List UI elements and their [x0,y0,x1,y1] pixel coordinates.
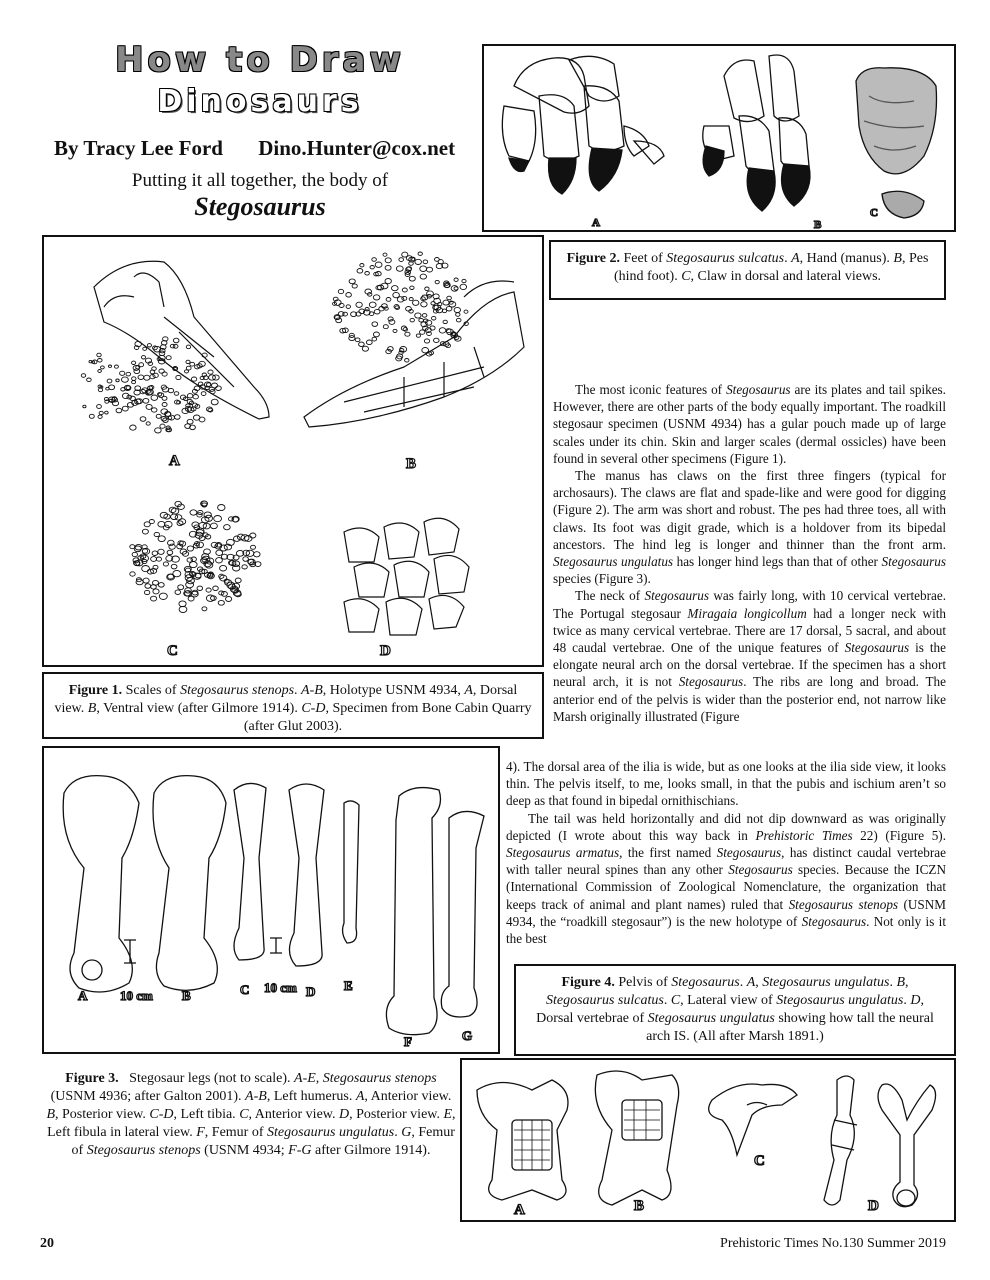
figure3-scale-label-1: 10 cm [120,988,153,1003]
page-number: 20 [40,1236,54,1251]
figure3-tibia-posterior-drawing [289,784,324,966]
author: By Tracy Lee Ford [54,136,223,160]
article-subtitle: Putting it all together, the body of [131,170,389,191]
figure1-caption-text: Figure 1. Scales of Stegosaurus stenops. A-B, Holotype USNM 4934, A, Dorsal view. B, Ventral view (after Gilmore 1914). C-D, Specimen from Bone Cabin Quarry (after Glut 2003). [54,683,532,734]
article-paragraph-2: The manus has claws on the first three fingers (typical for archosaurs). The claws are flat and spade-like and were good for digging (Figure 2). The arm was short and robust. The pes had three toes, all with claws. Its foot was digit grade, which is a holdover from its bipedal ancestors. The hind leg is longer and thinner than the front arm. Stegosaurus ungulatus has longer hind legs than that of other Stegosaurus species (Figure 3). [553,468,946,587]
figure2-claw-drawing [856,68,937,218]
publication-info: Prehistoric Times No.130 Summer 2019 [720,1236,946,1251]
figure4-vertebra-front-drawing [878,1084,936,1207]
figure3-scale-bar-2 [270,938,282,953]
figure1-label-c: C [167,643,178,659]
figure4-label-b: B [634,1198,645,1214]
figure4-label-a: A [514,1202,525,1218]
figure1-label-d: D [380,643,391,659]
figure1-scales-c [130,501,261,613]
figure4-pelvis-a-drawing [477,1080,568,1200]
article-paragraph-3-continued: 4). The dorsal area of the ilia is wide, but as one looks at the ilia side view, it looks thin. The pelvis itself, to me, looks small, in that the pubis and ischium aren’t so deep as that found in bipedal ornithischians. [506,759,946,809]
figure3-humerus-posterior-drawing [153,776,226,991]
figure4-vertebra-lateral-drawing [824,1076,857,1205]
figure1-skull-ventral-drawing [304,281,524,427]
figure3-caption [42,1066,460,1206]
figure3-label-f: F [404,1034,412,1049]
figure2-label-a: A [592,217,600,229]
figure3-caption-text: Figure 3. Stegosaur legs (not to scale). A-E, Stegosaurus stenops (USNM 4936; after Galton 2001). A-B, Left humerus. A, Anterior view. B, Posterior view. C-D, Left tibia. C, Anterior view. D, Posterior view. E, Left fibula in lateral view. F, Femur of Stegosaurus ungulatus. G, Femur of Stegosaurus stenops (USNM 4934; F-G after Gilmore 1914). [46,1071,456,1158]
figure3-label-b: B [182,988,191,1003]
figure3-tibia-anterior-drawing [234,783,266,960]
figure4-pelvis-b-drawing [595,1071,678,1205]
figure4-label-d: D [868,1198,879,1214]
page-title: How to Draw [115,40,405,80]
figure3-image [42,746,500,1054]
figure4-label-c: C [754,1153,765,1169]
article-paragraph-3: The neck of Stegosaurus was fairly long, with 10 cervical vertebrae. The Portugal stegosaur Miragaia longicollum had a longer neck with twice as many cervical vertebrae. There are 17 dorsal, 5 sacral, and about 48 caudal vertebrae. One of the unique features of Stegosaurus is the elongate neural arch on the dorsal vertebrae. If the specimen has a short neural arch, it is not Stegosaurus. The ribs are long and broad. The anterior end of the pelvis is wider than the posterior end, not narrow like Marsh originally illustrated (Figure [553,588,946,724]
figure3-scale-bar-1 [124,940,136,963]
author-email[interactable]: Dino.Hunter@cox.net [258,136,456,160]
article-column-wide [506,758,946,947]
figure4-image [460,1058,956,1222]
figure3-fibula-drawing [343,801,359,943]
figure3-label-d: D [306,984,316,999]
figure3-label-g: G [462,1028,473,1043]
figure1-image [42,235,544,667]
figure2-label-b: B [814,219,822,230]
figure1-label-a: A [169,453,180,469]
figure1-label-b: B [406,456,417,472]
figure1-caption [42,672,544,739]
figure4-caption [514,964,956,1056]
figure1-scales-d [344,518,469,635]
page-title-line2: Dinosaurs [157,84,363,119]
figure3-label-a: A [78,988,88,1003]
article-column [553,381,946,725]
figure1-scales-b [333,252,469,362]
figure3-femur-stenops-drawing [441,811,484,1017]
figure3-scale-label-2: 10 cm [264,980,297,995]
figure3-label-c: C [240,982,250,997]
figure4-pelvis-c-drawing [709,1084,797,1155]
figure2-image [482,44,956,232]
figure2-caption-text: Figure 2. Feet of Stegosaurus sulcatus. A, Hand (manus). B, Pes (hind foot). C, Claw in dorsal and lateral views. [566,251,929,284]
figure2-caption [549,240,946,300]
figure2-manus-drawing [502,56,664,194]
figure2-pes-drawing [703,55,810,211]
article-subject: Stegosaurus [194,192,326,221]
figure3-femur-ungulatus-drawing [386,788,440,1035]
figure3-label-e: E [344,978,353,993]
figure4-caption-text: Figure 4. Pelvis of Stegosaurus. A, Stegosaurus ungulatus. B, Stegosaurus sulcatus. C, Lateral view of Stegosaurus ungulatus. D, Dorsal vertebrae of Stegosaurus ungulatus showing how tall the neural arch IS. (All after Marsh 1891.) [536,975,934,1044]
figure3-humerus-anterior-drawing [63,776,139,992]
article-paragraph-1: The most iconic features of Stegosaurus are its plates and tail spikes. However, there are other parts of the body equally important. The roadkill stegosaur specimen (USNM 4934) has a gular pouch made up of large scales under its chin. Skin and larger scales (dermal ossicles) have been found in several other specimens (Figure 1). [553,382,946,466]
byline [54,136,455,161]
article-paragraph-4: The tail was held horizontally and did not dip downward as was originally depicted (I wrote about this way back in Prehistoric Times 22) (Figure 5). Stegosaurus armatus, the first named Stegosaurus, has distinct caudal vertebrae with taller neural spines than any other Stegosaurus species. Because the ICZN (International Commission of Zoological Nomenclature, the organization that keeps track of animal and plant names) ruled that Stegosaurus stenops (USNM 4934, the “roadkill stegosaur”) is the new holotype of Stegosaurus. Not only is it the best [506,810,947,947]
figure2-label-c: C [870,207,878,219]
